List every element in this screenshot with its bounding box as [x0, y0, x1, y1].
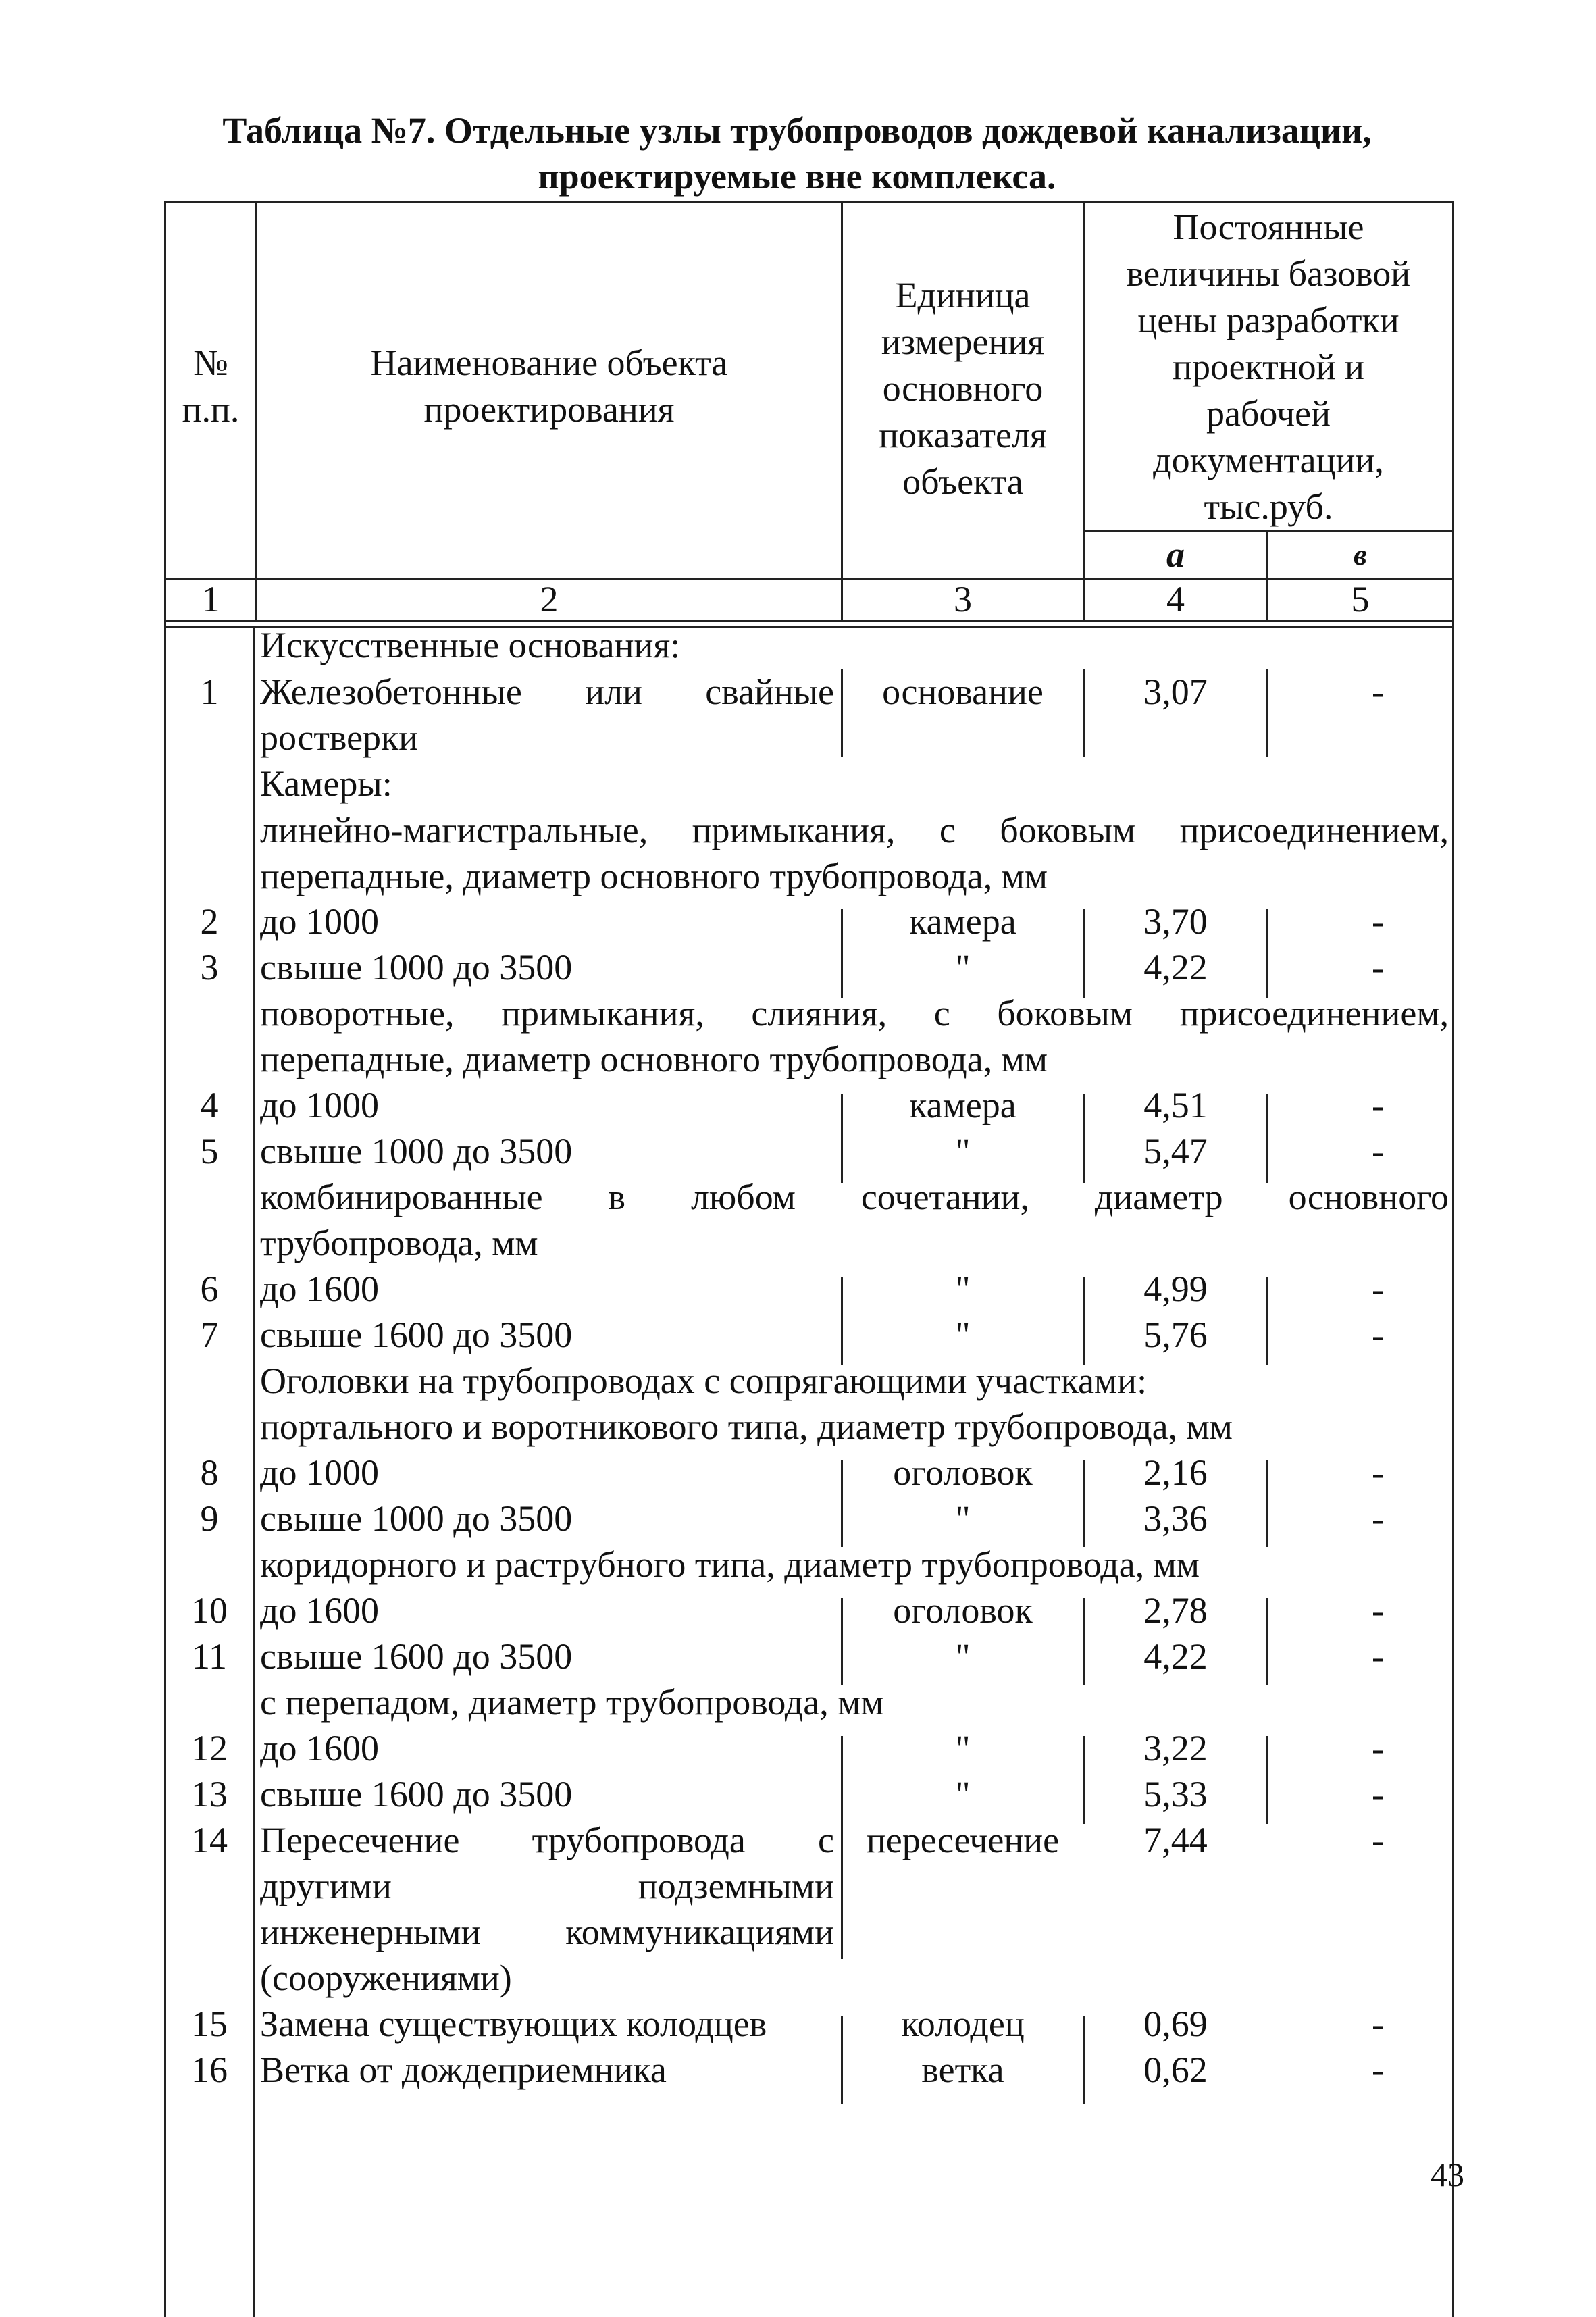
subsection-rotary-line2: перепадные, диаметр основного трубопровода, мм	[260, 1039, 1048, 1079]
row-2-unit: камера	[909, 901, 1016, 942]
row-7-unit: "	[955, 1315, 971, 1355]
row-14-name-line3: инженерными коммуникациями	[260, 1912, 834, 1952]
row-3-value-b: -	[1372, 947, 1384, 988]
row-14-name-line4: (сооружениями)	[260, 1958, 512, 1998]
table-right-border	[1452, 201, 1454, 2317]
row-15-value-a: 0,69	[1143, 2004, 1208, 2044]
row-10-value-a: 2,78	[1143, 1590, 1208, 1631]
row-5-number: 5	[200, 1131, 219, 1171]
row-2-value-a: 3,70	[1143, 901, 1208, 942]
row-12-name: до 1600	[260, 1728, 379, 1768]
header-col3: Единица измерения основного показателя объекта	[879, 275, 1047, 502]
row-11-value-a: 4,22	[1143, 1636, 1208, 1677]
subsection-combined-line2: трубопровода, мм	[260, 1223, 538, 1263]
row-7-name: свыше 1600 до 3500	[260, 1315, 573, 1355]
table-title-line2: проектируемые вне комплекса.	[538, 156, 1056, 197]
row-6-unit: "	[955, 1269, 971, 1309]
row-6-value-b: -	[1372, 1269, 1384, 1309]
row-4-value-a: 4,51	[1143, 1085, 1208, 1125]
row-12-unit: "	[955, 1728, 971, 1768]
row-11-name: свыше 1600 до 3500	[260, 1636, 573, 1677]
row-7-number: 7	[200, 1315, 219, 1355]
row-2-value-b: -	[1372, 901, 1384, 942]
row-6-name: до 1600	[260, 1269, 379, 1309]
row-11-unit: "	[955, 1636, 971, 1677]
row-15-unit: колодец	[901, 2004, 1025, 2044]
section-title-headwalls: Оголовки на трубопроводах с сопрягающими участками:	[260, 1360, 1148, 1401]
row-10-number: 10	[191, 1590, 228, 1631]
row-3-number: 3	[200, 947, 219, 988]
row-10-value-b: -	[1372, 1590, 1384, 1631]
row-14-number: 14	[191, 1820, 228, 1860]
body-col-divider-4	[1266, 1460, 1268, 1547]
row-15-name: Замена существующих колодцев	[260, 2004, 767, 2044]
row-1-value-b: -	[1372, 671, 1384, 712]
subsection-linear-line1: линейно-магистральные, примыкания, с боковым присоединением,	[260, 810, 1449, 850]
header-col1: № п.п.	[182, 342, 240, 430]
row-14-unit: пересечение	[866, 1820, 1060, 1860]
body-col-divider-4	[1266, 669, 1268, 757]
header-num-2: 2	[540, 579, 559, 619]
row-11-number: 11	[192, 1636, 227, 1677]
row-16-value-a: 0,62	[1143, 2049, 1208, 2090]
row-3-unit: "	[955, 947, 971, 988]
row-9-value-b: -	[1372, 1498, 1384, 1539]
subsection-corridor: коридорного и раструбного типа, диаметр трубопровода, мм	[260, 1544, 1200, 1585]
row-1-unit: основание	[882, 671, 1044, 712]
row-1-name-cont: ростверки	[260, 717, 419, 758]
header-sub-a: а	[1166, 534, 1185, 575]
row-5-unit: "	[955, 1131, 971, 1171]
body-col-divider-4	[1266, 1598, 1268, 1685]
row-16-number: 16	[191, 2049, 228, 2090]
header-col2: Наименование объекта проектирования	[370, 342, 728, 430]
body-col-divider-4	[1266, 1277, 1268, 1365]
row-1-number: 1	[200, 671, 219, 712]
row-2-name: до 1000	[260, 901, 379, 942]
header-num-1: 1	[201, 579, 220, 619]
row-7-value-b: -	[1372, 1315, 1384, 1355]
row-6-value-a: 4,99	[1143, 1269, 1208, 1309]
row-13-name: свыше 1600 до 3500	[260, 1774, 573, 1814]
row-7-value-a: 5,76	[1143, 1315, 1208, 1355]
row-16-value-b: -	[1372, 2049, 1384, 2090]
row-4-name: до 1000	[260, 1085, 379, 1125]
row-6-number: 6	[200, 1269, 219, 1309]
row-4-number: 4	[200, 1085, 219, 1125]
row-14-value-a: 7,44	[1143, 1820, 1208, 1860]
row-4-value-b: -	[1372, 1085, 1384, 1125]
header-num-4: 4	[1166, 579, 1185, 619]
row-14-name-line1: Пересечение трубопровода с	[260, 1820, 834, 1860]
row-1-name: Железобетонные или свайные	[260, 671, 834, 712]
table-top-border	[164, 201, 1454, 203]
subsection-portal: портального и воротникового типа, диаметр трубопровода, мм	[260, 1406, 1233, 1447]
row-12-value-a: 3,22	[1143, 1728, 1208, 1768]
header-sub-b: в	[1354, 538, 1367, 571]
row-10-unit: оголовок	[893, 1590, 1033, 1631]
row-16-name: Ветка от дождеприемника	[260, 2049, 667, 2090]
row-13-value-a: 5,33	[1143, 1774, 1208, 1814]
page-number: 43	[1431, 2156, 1464, 2193]
row-15-number: 15	[191, 2004, 228, 2044]
body-col-divider-4	[1266, 1736, 1268, 1824]
row-8-value-a: 2,16	[1143, 1452, 1208, 1493]
section-title-foundations: Искусственные основания:	[260, 625, 681, 665]
header-col4: Постоянные величины базовой цены разработки проектной и рабочей документации, тыс.руб.	[1126, 207, 1411, 527]
row-13-unit: "	[955, 1774, 971, 1814]
row-14-name-line2: другими подземными	[260, 1866, 834, 1906]
body-col-divider-4	[1266, 1094, 1268, 1183]
row-3-name: свыше 1000 до 3500	[260, 947, 573, 988]
row-13-number: 13	[191, 1774, 228, 1814]
row-15-value-b: -	[1372, 2004, 1384, 2044]
row-16-unit: ветка	[921, 2049, 1004, 2090]
subsection-drop: с перепадом, диаметр трубопровода, мм	[260, 1682, 884, 1723]
row-4-unit: камера	[909, 1085, 1016, 1125]
row-5-name: свыше 1000 до 3500	[260, 1131, 573, 1171]
row-1-value-a: 3,07	[1143, 671, 1208, 712]
subsection-combined-line1: комбинированные в любом сочетании, диаметр основного	[260, 1177, 1449, 1217]
subsection-rotary-line1: поворотные, примыкания, слияния, с боковым присоединением,	[260, 993, 1449, 1034]
row-5-value-b: -	[1372, 1131, 1384, 1171]
row-8-unit: оголовок	[893, 1452, 1033, 1493]
row-2-number: 2	[200, 901, 219, 942]
row-12-number: 12	[191, 1728, 228, 1768]
subsection-linear-line2: перепадные, диаметр основного трубопровода, мм	[260, 856, 1048, 896]
row-8-value-b: -	[1372, 1452, 1384, 1493]
row-10-name: до 1600	[260, 1590, 379, 1631]
row-3-value-a: 4,22	[1143, 947, 1208, 988]
row-9-unit: "	[955, 1498, 971, 1539]
row-8-name: до 1000	[260, 1452, 379, 1493]
row-8-number: 8	[200, 1452, 219, 1493]
row-14-value-b: -	[1372, 1820, 1384, 1860]
row-11-value-b: -	[1372, 1636, 1384, 1677]
row-9-value-a: 3,36	[1143, 1498, 1208, 1539]
row-12-value-b: -	[1372, 1728, 1384, 1768]
row-13-value-b: -	[1372, 1774, 1384, 1814]
row-5-value-a: 5,47	[1143, 1131, 1208, 1171]
row-9-number: 9	[200, 1498, 219, 1539]
table-title-line1: Таблица №7. Отдельные узлы трубопроводов дождевой канализации,	[222, 110, 1372, 151]
row-9-name: свыше 1000 до 3500	[260, 1498, 573, 1539]
section-title-chambers: Камеры:	[260, 763, 392, 804]
table-left-border	[164, 201, 166, 2317]
header-num-3: 3	[954, 579, 972, 619]
body-col-divider-4	[1266, 909, 1268, 998]
header-num-5: 5	[1351, 579, 1370, 619]
body-col-divider-1	[253, 628, 255, 2317]
